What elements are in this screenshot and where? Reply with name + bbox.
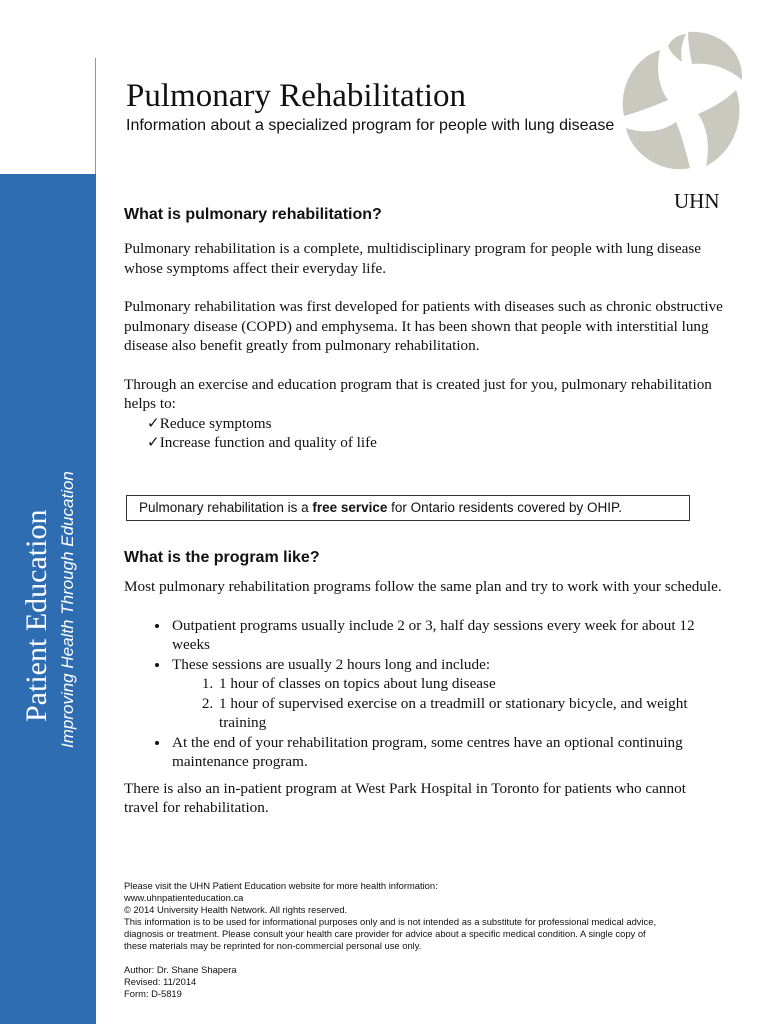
footer-revised: Revised: 11/2014 [124,976,197,987]
sidebar-tagline: Improving Health Through Education [58,471,77,748]
callout-text: Pulmonary rehabilitation is a [139,500,313,515]
list-item-text: At the end of your rehabilitation program, some centres have an optional continuing maintenance program. [172,733,683,770]
footer-disclaimer: This information is to be used for informational purposes only and is not intended as a substitute for professional medical advice, diagnosis or treatment. Please consult your health care provider for advice about a specific medical condition. A single copy of these materials may be reprinted for non-commercial personal use only. [124,916,657,951]
footer-copyright: © 2014 University Health Network. All rights reserved. [124,904,348,915]
free-service-callout [126,495,690,521]
page-title: Pulmonary Rehabilitation [126,78,467,114]
footer-visit: Please visit the UHN Patient Education website for more health information: [124,880,438,891]
paragraph: Pulmonary rehabilitation is a complete, multidisciplinary program for people with lung disease whose symptoms affect their everyday life. [124,240,701,277]
footer-spacer [124,952,664,964]
bullet-list [124,616,724,772]
footer-url[interactable]: www.uhnpatienteducation.ca [124,892,244,903]
list-item-text: These sessions are usually 2 hours long and include: [172,655,491,673]
section-heading: What is pulmonary rehabilitation? [124,206,382,223]
paragraph: There is also an in-patient program at West Park Hospital in Toronto for patients who cannot travel for rehabilitation. [124,779,686,816]
list-item [170,616,724,655]
footer [124,880,664,1000]
paragraph: Through an exercise and education program that is created just for you, pulmonary rehabilitation helps to: [124,375,712,412]
header-divider [95,58,96,174]
page-subtitle: Information about a specialized program for people with lung disease [126,117,615,134]
paragraph: Pulmonary rehabilitation was first developed for patients with diseases such as chronic obstructive pulmonary disease (COPD) and emphysema. It has been shown that people with interstitial lung disease also benefit greatly from pulmonary rehabilitation. [124,298,723,354]
numbered-item: 2. 1 hour of supervised exercise on a treadmill or stationary bicycle, and weight training [217,694,724,733]
uhn-leaf-logo-icon [618,28,746,173]
section-heading: What is the program like? [124,549,320,566]
list-item [170,733,724,772]
footer-form: Form: D-5819 [124,988,182,999]
numbered-list [172,674,724,733]
org-name: UHN [674,189,720,213]
section-program [124,548,724,818]
list-item [170,655,724,733]
check-item: ✓ Reduce symptoms [147,414,724,434]
list-item-text: Outpatient programs usually include 2 or 3, half day sessions every week for about 12 weeks [172,616,695,653]
paragraph: Most pulmonary rehabilitation programs follow the same plan and try to work with your schedule. [124,578,722,595]
check-list [124,414,724,453]
callout-text: for Ontario residents covered by OHIP. [387,500,623,515]
check-item: ✓ Increase function and quality of life [147,433,724,453]
numbered-item: 1. 1 hour of classes on topics about lung disease [217,674,724,694]
footer-author: Author: Dr. Shane Shapera [124,964,237,975]
section-what-is [124,205,724,453]
callout-emphasis: free service [312,500,388,515]
sidebar-title: Patient Education [20,509,53,722]
